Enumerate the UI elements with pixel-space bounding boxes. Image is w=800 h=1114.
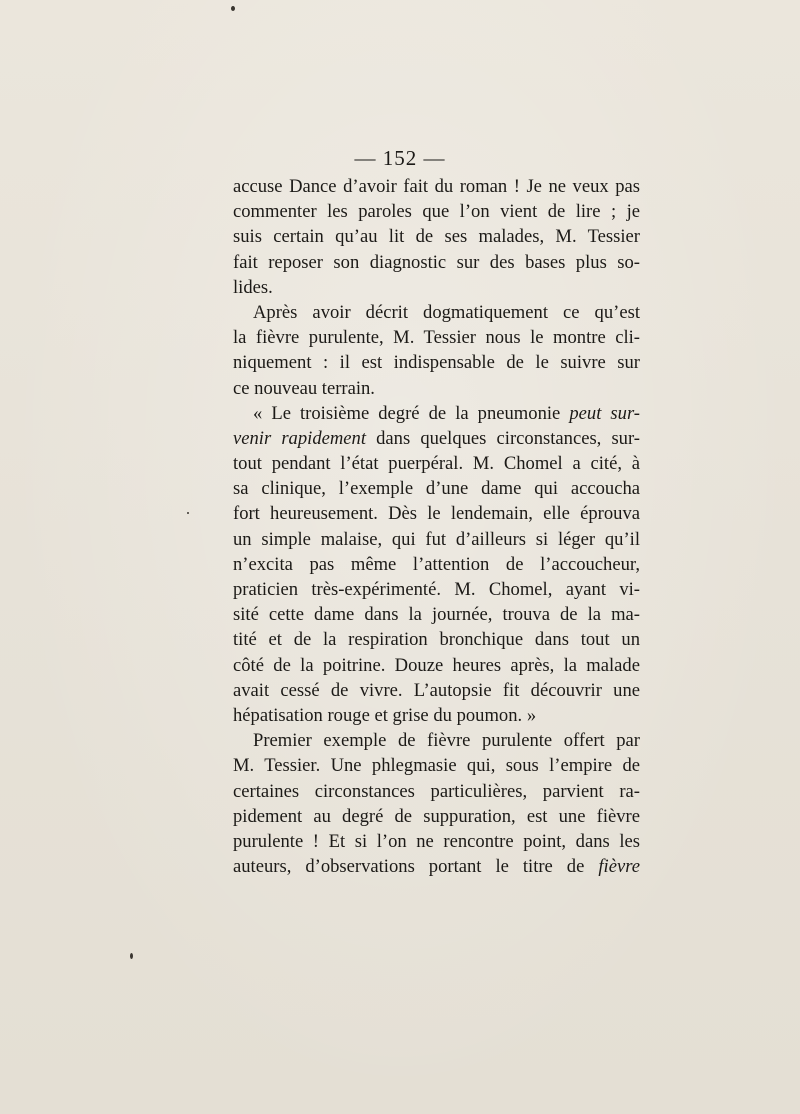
text-line — [233, 627, 640, 652]
ink-speck — [231, 6, 235, 11]
text-line — [233, 753, 640, 778]
line-text: tité et de la respiration bronchique dans tout un — [233, 629, 640, 651]
text-line — [233, 376, 640, 401]
text-line — [233, 527, 640, 552]
line-text: côté de la poitrine. Douze heures après, la malade — [233, 654, 640, 676]
line-text: fait reposer son diagnostic sur des bases plus so- — [233, 251, 640, 273]
text-line — [233, 602, 640, 627]
line-text: suis certain qu’au lit de ses malades, M. Tessier — [233, 226, 640, 248]
line-text: lides. — [233, 276, 273, 298]
text-line — [233, 300, 640, 325]
ink-speck — [130, 953, 133, 959]
text-line — [233, 401, 640, 426]
text-line — [233, 451, 640, 476]
line-text: M. Tessier. Une phlegmasie qui, sous l’empire de — [233, 755, 640, 777]
line-text: praticien très-expérimenté. M. Chomel, ayant vi- — [233, 579, 640, 600]
line-text: ce nouveau terrain. — [233, 377, 375, 399]
text-line — [233, 552, 640, 577]
italic-text: venir rapidement — [233, 427, 367, 449]
text-line — [233, 224, 640, 249]
line-text: « Le troisième degré de la pneumonie — [253, 402, 570, 424]
line-text: tout pendant l’état puerpéral. M. Chomel a cité, à — [233, 453, 640, 475]
line-text: Premier exemple de fièvre purulente offert par — [253, 730, 640, 752]
text-line — [233, 501, 640, 526]
line-text: Après avoir décrit dogmatiquement ce qu’est — [253, 301, 640, 323]
line-text: n’excita pas même l’attention de l’accoucheur, — [233, 553, 640, 575]
text-line — [233, 678, 640, 703]
line-text: sité cette dame dans la journée, trouva de la ma- — [233, 604, 640, 626]
text-line — [233, 350, 640, 375]
line-text: hépatisation rouge et grise du poumon. » — [233, 704, 537, 726]
text-line — [233, 703, 640, 728]
italic-text: fièvre — [598, 856, 640, 878]
line-text: un simple malaise, qui fut d’ailleurs si léger qu’il — [233, 528, 640, 550]
text-line — [233, 653, 640, 678]
text-line — [233, 325, 640, 350]
line-text: la fièvre purulente, M. Tessier nous le montre cli- — [233, 327, 640, 349]
italic-text: peut sur- — [569, 402, 640, 424]
text-line — [233, 779, 640, 804]
text-line — [233, 854, 640, 879]
page-number: — 152 — — [354, 146, 446, 170]
line-text: commenter les paroles que l’on vient de lire ; je — [233, 201, 640, 223]
text-line — [233, 476, 640, 501]
line-text: niquement : il est indispensable de le suivre sur — [233, 352, 640, 374]
line-text: pidement au degré de suppuration, est une fièvre — [233, 805, 640, 827]
text-line — [233, 577, 640, 602]
line-text: dans quelques circonstances, sur- — [366, 427, 640, 449]
text-line — [233, 250, 640, 275]
line-text: fort heureusement. Dès le lendemain, elle éprouva — [233, 503, 640, 525]
text-line — [233, 728, 640, 753]
line-text: sa clinique, l’exemple d’une dame qui accoucha — [233, 478, 640, 500]
text-line — [233, 275, 640, 300]
text-line — [233, 199, 640, 224]
line-text: purulente ! Et si l’on ne rencontre point, dans les — [233, 830, 640, 852]
text-line — [233, 804, 640, 829]
line-text: accuse Dance d’avoir fait du roman ! Je ne veux pas — [233, 176, 640, 197]
text-line — [233, 174, 640, 199]
text-line — [233, 829, 640, 854]
ink-speck — [187, 512, 189, 514]
text-line — [233, 426, 640, 451]
line-text: certaines circonstances particulières, parvient ra- — [233, 780, 640, 802]
body-text — [233, 174, 640, 879]
line-text: auteurs, d’observations portant le titre de — [233, 856, 599, 878]
line-text: avait cessé de vivre. L’autopsie fit découvrir une — [233, 679, 640, 701]
